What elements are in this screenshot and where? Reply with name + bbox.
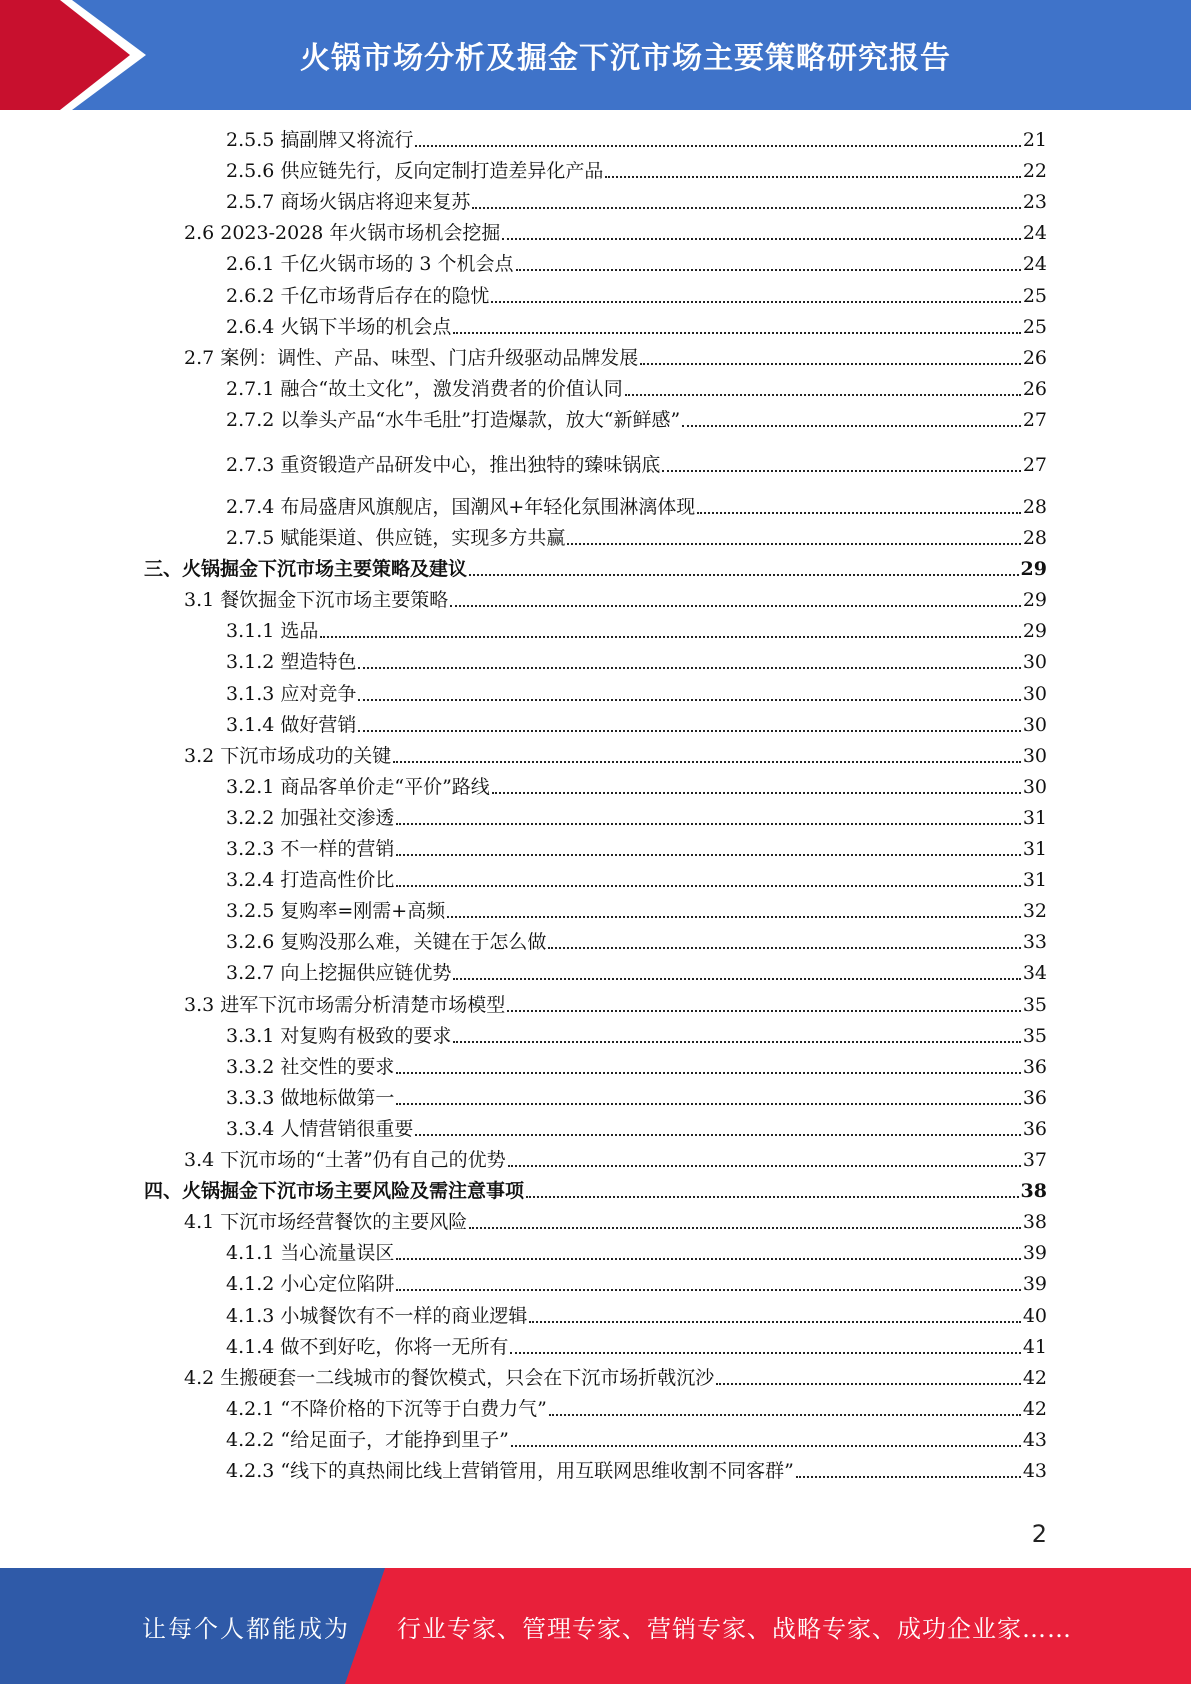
toc-entry[interactable] xyxy=(184,993,1047,1017)
toc-entry-page: 24 xyxy=(1022,253,1047,276)
toc-entry-label: 三、火锅掘金下沉市场主要策略及建议 xyxy=(144,558,468,581)
toc-entry-label: 3.1.2 塑造特色 xyxy=(226,651,357,674)
toc-entry[interactable] xyxy=(226,495,1047,519)
toc-entry-label: 2.6 2023-2028 年火锅市场机会挖掘 xyxy=(184,222,501,245)
toc-entry-page: 21 xyxy=(1022,129,1047,151)
toc-entry[interactable] xyxy=(226,284,1047,308)
toc-entry-page: 30 xyxy=(1022,682,1047,705)
toc-dot-leader xyxy=(502,238,1020,240)
toc-entry-page: 42 xyxy=(1022,1397,1047,1420)
toc-entry-label: 4.2.3 “线下的真热闹比线上营销管用，用互联网思维收割不同客群” xyxy=(226,1460,794,1482)
toc-entry[interactable] xyxy=(226,453,1047,477)
toc-entry-label: 3.1.1 选品 xyxy=(226,620,319,643)
toc-entry-label: 3.2.5 复购率=刚需+高频 xyxy=(226,900,446,923)
toc-dot-leader xyxy=(662,470,1020,472)
toc-entry-page: 34 xyxy=(1022,962,1047,985)
toc-entry[interactable] xyxy=(144,557,1047,581)
toc-entry-label: 3.3.4 人情营销很重要 xyxy=(226,1117,414,1140)
toc-entry-page: 38 xyxy=(1020,1180,1047,1203)
toc-entry-page: 31 xyxy=(1022,838,1047,860)
toc-dot-leader xyxy=(511,1445,1021,1447)
toc-entry-page: 35 xyxy=(1022,1024,1047,1047)
toc-entry-page: 33 xyxy=(1022,931,1047,954)
toc-entry-label: 四、火锅掘金下沉市场主要风险及需注意事项 xyxy=(144,1180,525,1203)
toc-entry-label: 2.6.2 千亿市场背后存在的隐忧 xyxy=(226,284,490,307)
toc-dot-leader xyxy=(358,699,1020,701)
toc-entry[interactable] xyxy=(226,1304,1047,1328)
toc-dot-leader xyxy=(549,1414,1021,1416)
toc-entry[interactable] xyxy=(226,1117,1047,1141)
toc-entry-page: 29 xyxy=(1022,620,1047,643)
toc-entry-page: 26 xyxy=(1022,346,1047,369)
toc-entry-label: 4.2 生搬硬套一二线城市的餐饮模式，只会在下沉市场折戟沉沙 xyxy=(184,1366,715,1389)
toc-entry-label: 4.2.2 “给足面子，才能挣到里子” xyxy=(226,1428,509,1451)
toc-entry[interactable] xyxy=(226,1241,1047,1265)
toc-entry-page: 25 xyxy=(1022,284,1047,307)
toc-dot-leader xyxy=(605,176,1020,178)
toc-entry[interactable] xyxy=(226,682,1047,706)
toc-entry-label: 3.2.3 不一样的营销 xyxy=(226,838,395,860)
toc-entry-page: 22 xyxy=(1022,160,1047,183)
toc-entry-page: 43 xyxy=(1022,1460,1047,1482)
toc-entry-page: 35 xyxy=(1022,993,1047,1016)
toc-entry-label: 2.7 案例：调性、产品、味型、门店升级驱动品牌发展 xyxy=(184,346,639,369)
toc-entry-page: 31 xyxy=(1022,806,1047,829)
toc-entry-page: 28 xyxy=(1022,527,1047,549)
toc-dot-leader xyxy=(415,1134,1020,1136)
toc-entry[interactable] xyxy=(226,899,1047,923)
toc-entry-label: 3.2.7 向上挖掘供应链优势 xyxy=(226,962,452,985)
toc-entry-label: 3.1.4 做好营销 xyxy=(226,713,357,736)
toc-entry-page: 30 xyxy=(1022,775,1047,798)
toc-entry-label: 4.1 下沉市场经营餐饮的主要风险 xyxy=(184,1211,468,1234)
toc-entry-label: 3.1 餐饮掘金下沉市场主要策略 xyxy=(184,589,449,612)
toc-entry-page: 37 xyxy=(1022,1149,1047,1171)
toc-dot-leader xyxy=(548,947,1020,949)
toc-entry[interactable] xyxy=(144,1179,1047,1203)
toc-entry[interactable] xyxy=(226,190,1047,214)
toc-entry-label: 2.5.6 供应链先行，反向定制打造差异化产品 xyxy=(226,160,604,183)
toc-entry-page: 27 xyxy=(1022,453,1047,476)
toc-entry-label: 4.2.1 “不降价格的下沉等于白费力气” xyxy=(226,1397,547,1420)
toc-entry-page: 41 xyxy=(1022,1335,1047,1358)
page-header xyxy=(0,0,1191,110)
toc-entry-page: 26 xyxy=(1022,377,1047,400)
toc-dot-leader xyxy=(396,854,1020,856)
toc-entry-label: 2.7.1 融合“故土文化”，激发消费者的价值认同 xyxy=(226,377,623,400)
toc-dot-leader xyxy=(393,761,1021,763)
toc-entry[interactable] xyxy=(226,713,1047,737)
toc-entry-page: 43 xyxy=(1022,1428,1047,1451)
toc-entry[interactable] xyxy=(226,837,1047,861)
toc-dot-leader xyxy=(396,1103,1020,1105)
toc-entry-label: 3.2.4 打造高性价比 xyxy=(226,869,395,892)
toc-entry[interactable] xyxy=(226,1272,1047,1296)
toc-dot-leader xyxy=(396,1258,1020,1260)
toc-dot-leader xyxy=(450,605,1021,607)
toc-dot-leader xyxy=(491,301,1020,303)
toc-entry[interactable] xyxy=(226,1024,1047,1048)
toc-entry[interactable] xyxy=(226,1086,1047,1110)
toc-entry-label: 3.3.3 做地标做第一 xyxy=(226,1086,395,1109)
toc-entry[interactable] xyxy=(226,806,1047,830)
toc-dot-leader xyxy=(697,512,1021,514)
toc-entry-label: 4.1.3 小城餐饮有不一样的商业逻辑 xyxy=(226,1304,528,1327)
toc-entry-page: 32 xyxy=(1022,900,1047,923)
toc-dot-leader xyxy=(682,425,1021,427)
toc-entry[interactable] xyxy=(184,744,1047,768)
toc-entry[interactable] xyxy=(184,1366,1047,1390)
toc-entry[interactable] xyxy=(226,650,1047,674)
toc-entry[interactable] xyxy=(226,930,1047,954)
toc-dot-leader xyxy=(716,1383,1021,1385)
toc-entry[interactable] xyxy=(226,1459,1047,1483)
toc-dot-leader xyxy=(492,792,1021,794)
toc-entry-label: 2.7.2 以拳头产品“水牛毛肚”打造爆款，放大“新鲜感” xyxy=(226,408,681,431)
toc-dot-leader xyxy=(453,1041,1020,1043)
toc-entry-label: 3.4 下沉市场的“土著”仍有自己的优势 xyxy=(184,1149,506,1171)
toc-entry-page: 38 xyxy=(1022,1211,1047,1234)
toc-entry-label: 4.1.2 小心定位陷阱 xyxy=(226,1273,395,1296)
toc-entry-label: 3.3 进军下沉市场需分析清楚市场模型 xyxy=(184,993,506,1016)
toc-dot-leader xyxy=(358,667,1020,669)
toc-dot-leader xyxy=(529,1321,1020,1323)
toc-entry-label: 3.2 下沉市场成功的关键 xyxy=(184,744,392,767)
toc-entry[interactable] xyxy=(184,221,1047,245)
toc-entry[interactable] xyxy=(226,128,1047,152)
toc-dot-leader xyxy=(469,1227,1021,1229)
toc-entry-page: 36 xyxy=(1022,1055,1047,1078)
page-number: 2 xyxy=(1031,1520,1047,1548)
toc-entry-page: 30 xyxy=(1022,713,1047,736)
toc-entry-label: 2.6.4 火锅下半场的机会点 xyxy=(226,315,452,338)
toc-entry[interactable] xyxy=(226,961,1047,985)
toc-entry[interactable] xyxy=(226,408,1047,432)
toc-entry-label: 2.7.4 布局盛唐风旗舰店，国潮风+年轻化氛围淋漓体现 xyxy=(226,495,696,518)
toc-entry-label: 2.6.1 千亿火锅市场的 3 个机会点 xyxy=(226,253,514,276)
toc-entry-label: 2.5.5 搞副牌又将流行 xyxy=(226,129,414,151)
toc-entry-label: 3.3.1 对复购有极致的要求 xyxy=(226,1024,452,1047)
toc-entry-page: 24 xyxy=(1022,222,1047,245)
toc-entry-page: 42 xyxy=(1022,1366,1047,1389)
toc-dot-leader xyxy=(396,823,1020,825)
toc-entry-page: 36 xyxy=(1022,1086,1047,1109)
page-footer xyxy=(0,1568,1191,1684)
toc-dot-leader xyxy=(516,269,1021,271)
toc-entry[interactable] xyxy=(226,315,1047,339)
toc-entry-page: 27 xyxy=(1022,408,1047,431)
toc-entry[interactable] xyxy=(184,346,1047,370)
toc-dot-leader xyxy=(453,978,1020,980)
toc-entry[interactable] xyxy=(226,619,1047,643)
toc-dot-leader xyxy=(472,207,1020,209)
toc-entry-page: 36 xyxy=(1022,1117,1047,1140)
toc-entry[interactable] xyxy=(226,377,1047,401)
toc-dot-leader xyxy=(567,543,1020,545)
toc-entry[interactable] xyxy=(184,1210,1047,1234)
toc-dot-leader xyxy=(469,574,1019,576)
toc-entry-page: 30 xyxy=(1022,651,1047,674)
toc-entry-label: 2.7.5 赋能渠道、供应链，实现多方共赢 xyxy=(226,527,566,549)
toc-entry[interactable] xyxy=(226,1428,1047,1452)
toc-entry-label: 3.2.2 加强社交渗透 xyxy=(226,806,395,829)
toc-dot-leader xyxy=(640,363,1021,365)
toc-entry[interactable] xyxy=(226,1335,1047,1359)
toc-entry-label: 2.5.7 商场火锅店将迎来复苏 xyxy=(226,191,471,214)
toc-dot-leader xyxy=(453,332,1020,334)
toc-dot-leader xyxy=(396,1072,1020,1074)
toc-entry-page: 25 xyxy=(1022,315,1047,338)
toc-entry[interactable] xyxy=(184,1148,1047,1172)
toc-entry-page: 23 xyxy=(1022,191,1047,214)
toc-entry-page: 28 xyxy=(1022,495,1047,518)
toc-dot-leader xyxy=(508,1165,1021,1167)
footer-slogan-left: 让每个人都能成为 xyxy=(142,1614,350,1643)
toc-entry-page: 39 xyxy=(1022,1242,1047,1265)
toc-dot-leader xyxy=(447,916,1021,918)
toc-entry-page: 29 xyxy=(1022,589,1047,612)
toc-dot-leader xyxy=(625,394,1021,396)
toc-dot-leader xyxy=(396,1289,1020,1291)
toc-entry[interactable] xyxy=(226,1055,1047,1079)
toc-entry-label: 3.2.1 商品客单价走“平价”路线 xyxy=(226,775,490,798)
toc-entry[interactable] xyxy=(226,868,1047,892)
toc-entry-label: 4.1.4 做不到好吃，你将一无所有 xyxy=(226,1335,509,1358)
toc-entry-page: 39 xyxy=(1022,1273,1047,1296)
toc-dot-leader xyxy=(796,1476,1021,1478)
toc-dot-leader xyxy=(396,885,1020,887)
toc-entry-label: 3.2.6 复购没那么难，关键在于怎么做 xyxy=(226,931,547,954)
toc-dot-leader xyxy=(526,1196,1019,1198)
toc-entry[interactable] xyxy=(184,588,1047,612)
toc-entry-page: 31 xyxy=(1022,869,1047,892)
toc-entry-page: 29 xyxy=(1020,558,1047,581)
toc-entry[interactable] xyxy=(226,252,1047,276)
toc-dot-leader xyxy=(320,636,1020,638)
toc-dot-leader xyxy=(507,1010,1021,1012)
toc-entry[interactable] xyxy=(226,1397,1047,1421)
toc-dot-leader xyxy=(510,1352,1020,1354)
toc-entry-page: 30 xyxy=(1022,744,1047,767)
toc-entry[interactable] xyxy=(226,159,1047,183)
toc-entry-label: 2.7.3 重资锻造产品研发中心，推出独特的臻味锅底 xyxy=(226,453,661,476)
toc-entry-label: 3.3.2 社交性的要求 xyxy=(226,1055,395,1078)
toc-dot-leader xyxy=(415,145,1020,147)
toc-dot-leader xyxy=(358,730,1020,732)
footer-slogan-right: 行业专家、管理专家、营销专家、战略专家、成功企业家…… xyxy=(397,1614,1072,1643)
report-title: 火锅市场分析及掘金下沉市场主要策略研究报告 xyxy=(300,41,951,76)
toc-entry-page: 40 xyxy=(1022,1304,1047,1327)
toc-entry-label: 4.1.1 当心流量误区 xyxy=(226,1242,395,1265)
toc-entry[interactable] xyxy=(226,775,1047,799)
toc-entry-label: 3.1.3 应对竞争 xyxy=(226,682,357,705)
toc-entry[interactable] xyxy=(226,526,1047,550)
